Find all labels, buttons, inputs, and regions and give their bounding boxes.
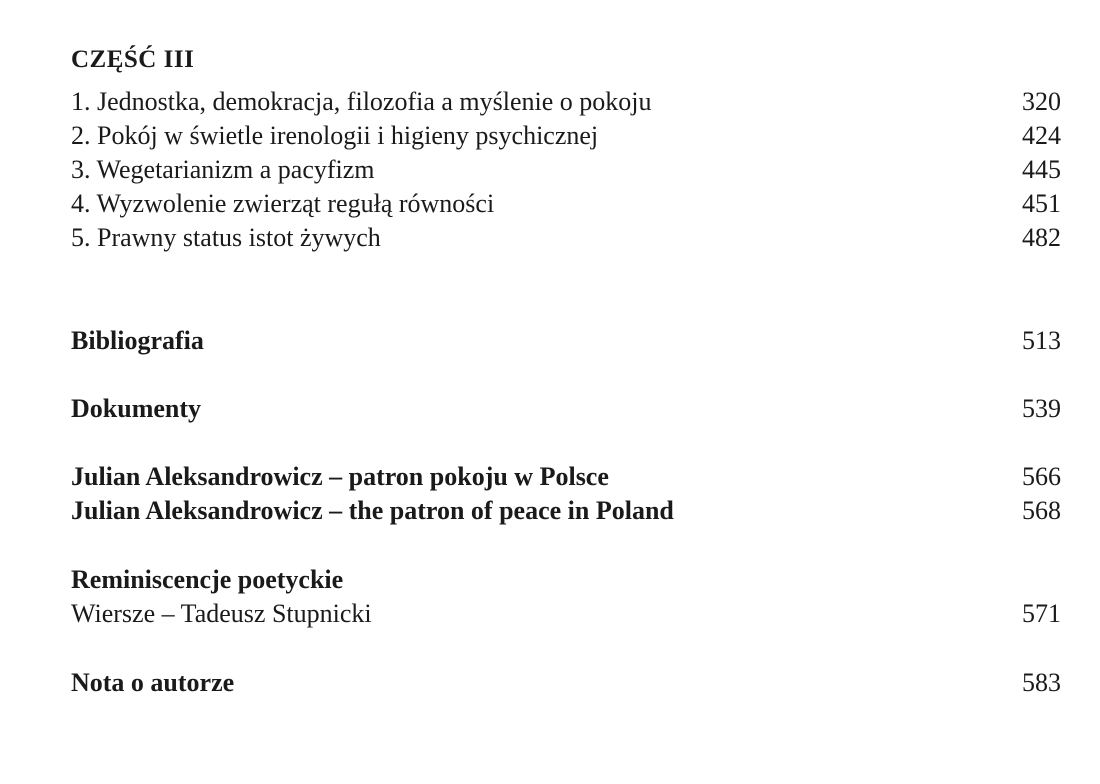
toc-entry (71, 119, 1061, 153)
toc-section-title: Reminiscencje poetyckie (71, 565, 344, 594)
toc-section-page: 566 (1022, 462, 1061, 491)
toc-entry (71, 153, 1061, 187)
toc-entry-page: 451 (1022, 189, 1061, 218)
toc-entry-title: 4. Wyzwolenie zwierząt regułą równości (71, 189, 495, 218)
toc-entry-title: 3. Wegetarianizm a pacyfizm (71, 155, 375, 184)
toc-entry-wiersze (71, 597, 1061, 631)
toc-entry (71, 85, 1061, 119)
toc-entry-title: Wiersze – Tadeusz Stupnicki (71, 599, 372, 628)
toc-section-title: Julian Aleksandrowicz – the patron of peace in Poland (71, 496, 674, 525)
part-heading: CZĘŚĆ III (71, 46, 195, 73)
toc-entry-title: 5. Prawny status istot żywych (71, 223, 381, 252)
toc-section-reminiscencje (71, 563, 1061, 597)
toc-section-page: 583 (1022, 668, 1061, 697)
toc-entry-page: 445 (1022, 155, 1061, 184)
toc-entry (71, 221, 1061, 255)
toc-section-page: 513 (1022, 326, 1061, 355)
toc-section-dokumenty (71, 392, 1061, 426)
toc-section-title: Nota o autorze (71, 668, 235, 697)
toc-entry (71, 187, 1061, 221)
toc-entry-page: 424 (1022, 121, 1061, 150)
toc-section-title: Dokumenty (71, 394, 202, 423)
toc-entry-page: 571 (1022, 599, 1061, 628)
toc-section-nota (71, 666, 1061, 700)
toc-section-title: Julian Aleksandrowicz – patron pokoju w Polsce (71, 462, 609, 491)
toc-entry-page: 320 (1022, 87, 1061, 116)
toc-entry-title: 2. Pokój w świetle irenologii i higieny psychicznej (71, 121, 599, 150)
toc-section-patron-pl (71, 460, 1061, 494)
toc-section-patron-en (71, 494, 1061, 528)
toc-entry-page: 482 (1022, 223, 1061, 252)
toc-entry-title: 1. Jednostka, demokracja, filozofia a myślenie o pokoju (71, 87, 652, 116)
toc-section-page: 539 (1022, 394, 1061, 423)
toc-section-title: Bibliografia (71, 326, 204, 355)
table-of-contents (71, 0, 1061, 784)
toc-section-page: 568 (1022, 496, 1061, 525)
toc-section-bibliografia (71, 324, 1061, 358)
